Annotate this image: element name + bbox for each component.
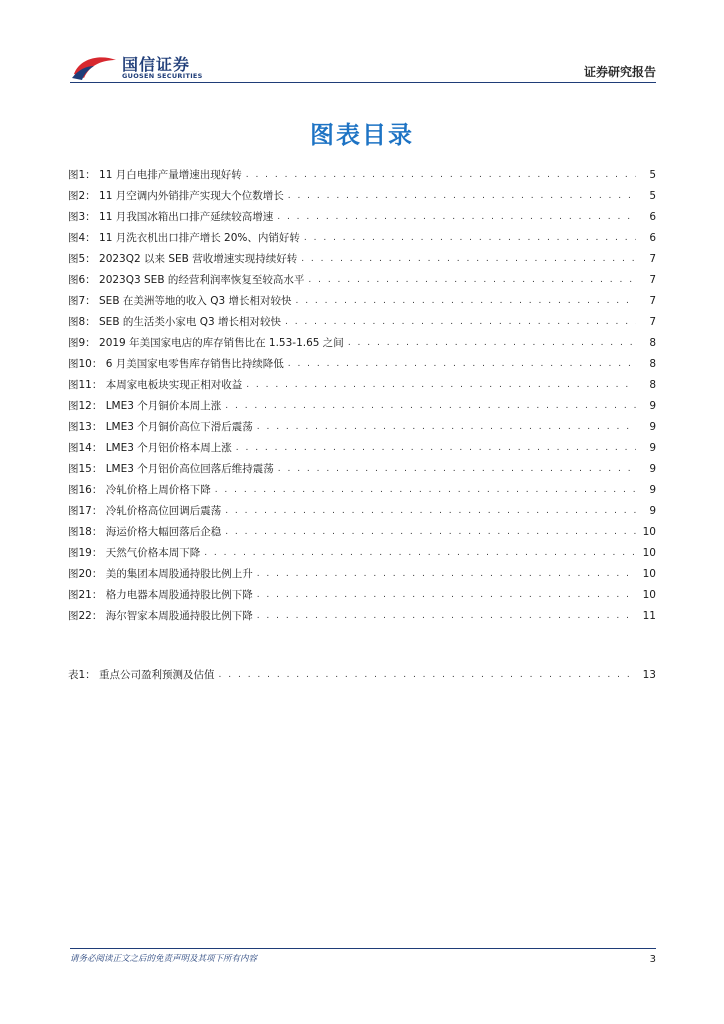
dot-leader — [246, 170, 636, 180]
toc-entry-page: 10 — [642, 546, 656, 559]
toc-table-entry[interactable] — [68, 664, 656, 685]
toc-figure-entry[interactable] — [68, 479, 656, 500]
logo-english-name: GUOSEN SECURITIES — [122, 72, 203, 80]
toc-figure-entry[interactable] — [68, 164, 656, 185]
toc-figure-entry[interactable] — [68, 332, 656, 353]
toc-entry-label: 图7： SEB 在美洲等地的收入 Q3 增长相对较快 — [68, 295, 292, 307]
dot-leader — [285, 317, 636, 327]
dot-leader — [225, 401, 636, 411]
toc-entry-page: 11 — [642, 609, 656, 622]
toc-entry-label: 图8： SEB 的生活类小家电 Q3 增长相对较快 — [68, 316, 281, 328]
dot-leader — [225, 506, 636, 516]
dot-leader — [257, 569, 636, 579]
dot-leader — [277, 212, 636, 222]
header-divider — [70, 82, 656, 83]
toc-entry-label: 图10： 6 月美国家电零售库存销售比持续降低 — [68, 358, 284, 370]
toc-figure-entry[interactable] — [68, 353, 656, 374]
dot-leader — [246, 380, 636, 390]
dot-leader — [257, 590, 636, 600]
toc-figure-entry[interactable] — [68, 185, 656, 206]
toc-entry-label: 图5： 2023Q2 以来 SEB 营收增速实现持续好转 — [68, 253, 298, 265]
toc-entry-page: 10 — [642, 567, 656, 580]
dot-leader — [215, 485, 636, 495]
page-title: 图表目录 — [310, 121, 414, 149]
toc-figure-entry[interactable] — [68, 227, 656, 248]
table-list — [68, 664, 656, 685]
toc-entry-label: 图22： 海尔智家本周股通持股比例下降 — [68, 610, 253, 622]
dot-leader — [308, 275, 636, 285]
guosen-logo-icon — [70, 52, 118, 82]
dot-leader — [236, 443, 636, 453]
toc-entry-page: 8 — [649, 378, 656, 391]
toc-entry-label: 图11： 本周家电板块实现正相对收益 — [68, 379, 243, 391]
dot-leader — [348, 338, 636, 348]
toc-entry-label: 图15： LME3 个月铝价高位回落后维持震荡 — [68, 463, 274, 475]
dot-leader — [204, 548, 636, 558]
toc-figure-entry[interactable] — [68, 542, 656, 563]
toc-entry-label: 图17： 冷轧价格高位回调后震荡 — [68, 505, 222, 517]
toc-entry-page: 5 — [649, 189, 656, 202]
dot-leader — [278, 464, 636, 474]
dot-leader — [301, 254, 636, 264]
toc-entry-page: 6 — [649, 210, 656, 223]
toc-entry-label: 图18： 海运价格大幅回落后企稳 — [68, 526, 222, 538]
toc-entry-page: 8 — [649, 336, 656, 349]
toc-entry-label: 图21： 格力电器本周股通持股比例下降 — [68, 589, 253, 601]
toc-figure-entry[interactable] — [68, 458, 656, 479]
toc-figure-entry[interactable] — [68, 605, 656, 626]
toc-entry-label: 图4： 11 月洗衣机出口排产增长 20%、内销好转 — [68, 232, 300, 244]
toc-entry-page: 9 — [649, 504, 656, 517]
toc-entry-label: 图16： 冷轧价格上周价格下降 — [68, 484, 211, 496]
toc-entry-page: 6 — [649, 231, 656, 244]
toc-entry-label: 图13： LME3 个月铜价高位下滑后震荡 — [68, 421, 253, 433]
toc-entry-label: 图2： 11 月空调内外销排产实现大个位数增长 — [68, 190, 284, 202]
toc-entry-page: 10 — [642, 525, 656, 538]
toc-entry-page: 9 — [649, 399, 656, 412]
toc-entry-page: 5 — [649, 168, 656, 181]
toc-entry-page: 9 — [649, 462, 656, 475]
guosen-logo — [70, 50, 203, 86]
toc-entry-page: 9 — [649, 441, 656, 454]
dot-leader — [225, 527, 636, 537]
report-type-label: 证券研究报告 — [583, 65, 656, 79]
figure-list — [68, 164, 656, 626]
dot-leader — [288, 359, 636, 369]
toc-entry-label: 图9： 2019 年美国家电店的库存销售比在 1.53-1.65 之间 — [68, 337, 344, 349]
toc-entry-label: 图19： 天然气价格本周下降 — [68, 547, 201, 559]
toc-entry-page: 7 — [649, 315, 656, 328]
toc-entry-page: 10 — [642, 588, 656, 601]
dot-leader — [304, 233, 636, 243]
toc-figure-entry[interactable] — [68, 311, 656, 332]
toc-entry-page: 9 — [649, 420, 656, 433]
toc-figure-entry[interactable] — [68, 395, 656, 416]
toc-entry-page: 7 — [649, 273, 656, 286]
toc-entry-page: 13 — [642, 668, 656, 681]
disclaimer-text: 请务必阅读正文之后的免责声明及其项下所有内容 — [70, 954, 258, 964]
toc-entry-label: 图12： LME3 个月铜价本周上涨 — [68, 400, 222, 412]
toc-figure-entry[interactable] — [68, 374, 656, 395]
toc-entry-label: 图6： 2023Q3 SEB 的经营利润率恢复至较高水平 — [68, 274, 305, 286]
dot-leader — [288, 191, 636, 201]
toc-entry-page: 8 — [649, 357, 656, 370]
toc-entry-label: 图3： 11 月我国冰箱出口排产延续较高增速 — [68, 211, 274, 223]
toc-figure-entry[interactable] — [68, 206, 656, 227]
toc-entry-page: 9 — [649, 483, 656, 496]
toc-figure-entry[interactable] — [68, 563, 656, 584]
toc-figure-entry[interactable] — [68, 584, 656, 605]
toc-entry-label: 图20： 美的集团本周股通持股比例上升 — [68, 568, 253, 580]
toc-figure-entry[interactable] — [68, 269, 656, 290]
toc-figure-entry[interactable] — [68, 521, 656, 542]
toc-entry-page: 7 — [649, 294, 656, 307]
footer-divider — [70, 948, 656, 949]
toc-entry-label: 图14： LME3 个月铝价格本周上涨 — [68, 442, 232, 454]
dot-leader — [257, 422, 636, 432]
toc-entry-page: 7 — [649, 252, 656, 265]
logo-chinese-name: 国信证券 — [122, 55, 191, 74]
toc-figure-entry[interactable] — [68, 416, 656, 437]
toc-figure-entry[interactable] — [68, 290, 656, 311]
dot-leader — [219, 670, 636, 680]
page-number: 3 — [649, 954, 656, 965]
toc-figure-entry[interactable] — [68, 248, 656, 269]
toc-figure-entry[interactable] — [68, 437, 656, 458]
page-header — [0, 0, 724, 90]
dot-leader — [257, 611, 636, 621]
toc-figure-entry[interactable] — [68, 500, 656, 521]
toc-entry-label: 图1： 11 月白电排产量增速出现好转 — [68, 169, 242, 181]
dot-leader — [295, 296, 636, 306]
toc-entry-label: 表1： 重点公司盈利预测及估值 — [68, 669, 215, 681]
